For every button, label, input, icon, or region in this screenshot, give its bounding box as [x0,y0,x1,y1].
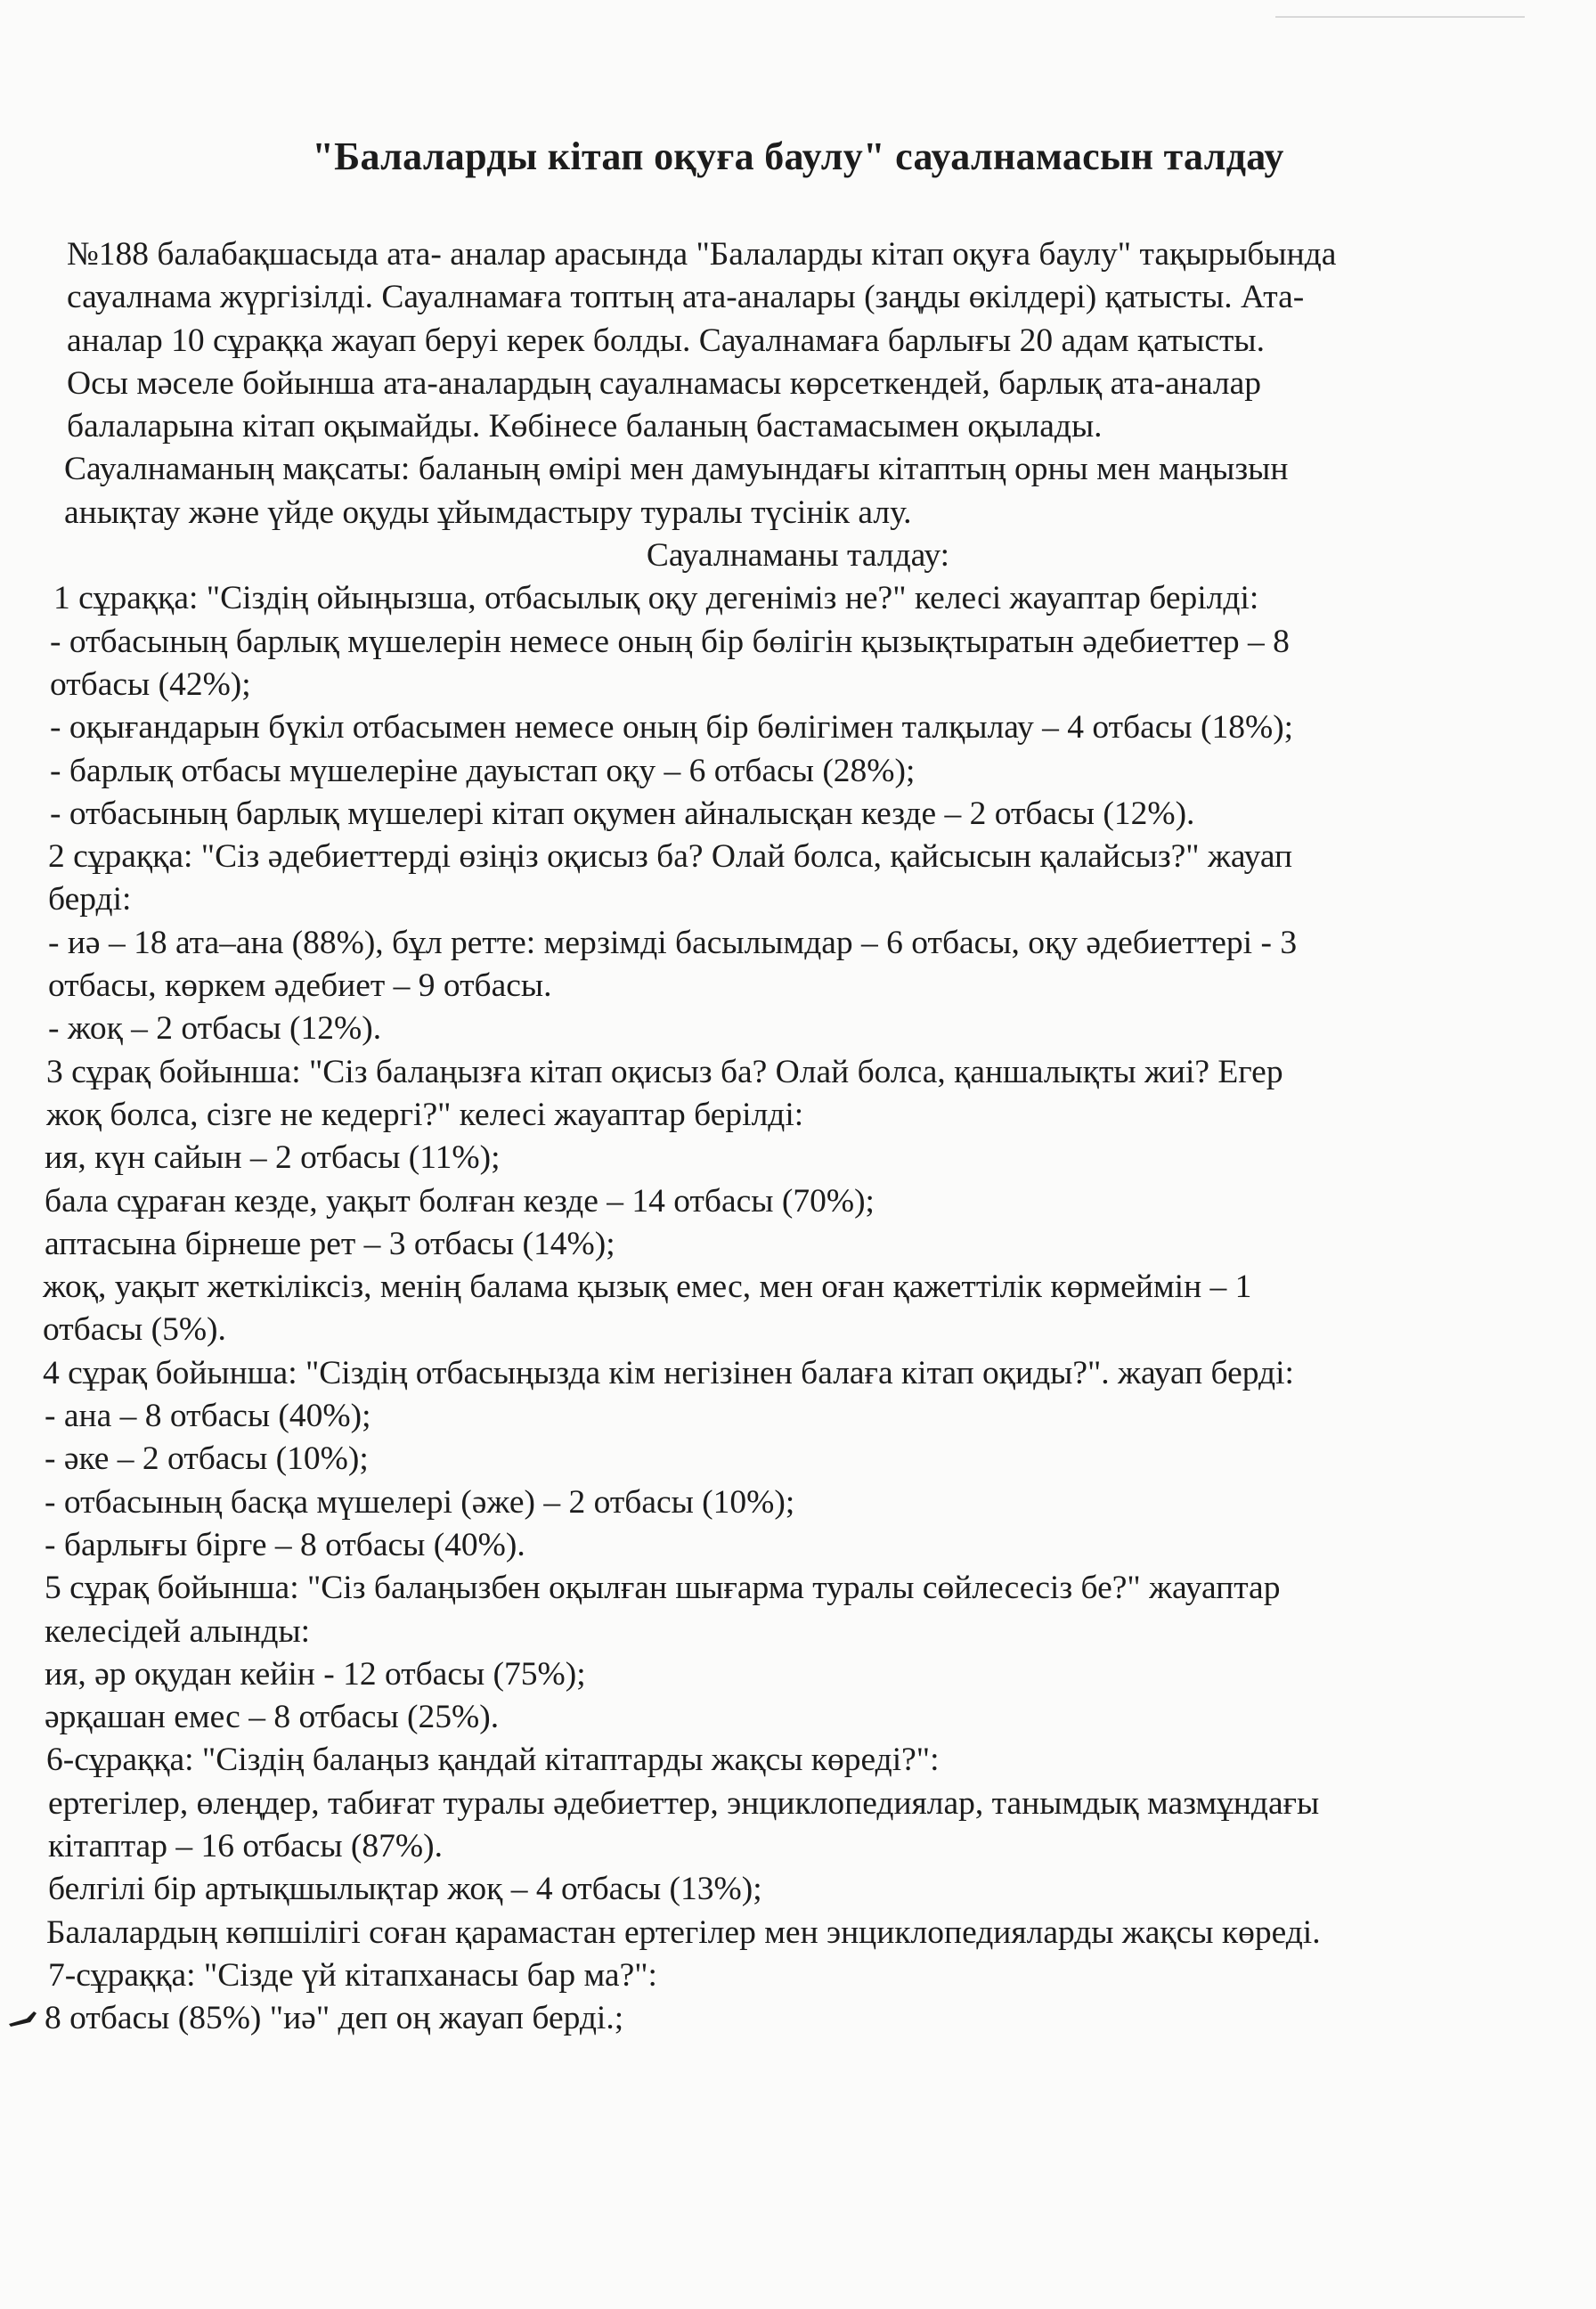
document-title: "Балаларды кітап оқуға баулу" сауалнамасын талдау [312,135,1284,178]
text-line [0,1137,1596,1179]
text-line [0,233,1596,276]
text-line [0,1954,1596,1997]
text-line-content: - барлық отбасы мүшелеріне дауыстап оқу – 6 отбасы (28%); [50,752,916,789]
text-line-content: жоқ, уақыт жеткіліксіз, менің балама қызық емес, мен оған қажеттілік көрмеймін – 1 [43,1269,1252,1306]
text-line [0,664,1596,706]
text-line-content: - отбасының барлық мүшелерін немесе оның бір бөлігін қызықтыратын әдебиеттер – 8 [50,623,1290,660]
pen-mark-icon [7,2008,39,2028]
text-line [0,1524,1596,1567]
text-line [0,363,1596,405]
text-line-content: берді: [48,881,132,918]
text-line-content: белгілі бір артықшылықтар жоқ – 4 отбасы (13%); [48,1871,762,1908]
text-line-content: 3 сұрақ бойынша: "Сіз балаңызға кітап оқисыз ба? Олай болса, қаншалықты жиі? Егер [46,1053,1283,1090]
text-line-content: балаларына кітап оқымайды. Көбінесе баланың бастамасымен оқылады. [67,408,1103,445]
scan-edge-mark [1275,0,1525,18]
text-line [0,922,1596,965]
text-line [0,405,1596,448]
text-line-content: аналар 10 сұраққа жауап беруі керек болды. Сауалнамаға барлығы 20 адам қатысты. [67,322,1266,359]
text-line [0,320,1596,363]
text-line-content: аптасына бірнеше рет – 3 отбасы (14%); [45,1225,615,1262]
text-line-content: №188 балабақшасыда ата- аналар арасында "Балаларды кітап оқуға баулу" тақырыбында [67,236,1337,273]
text-line-content: Сауалнаманы талдау: [646,537,950,575]
text-line-content: - отбасының басқа мүшелері (әже) – 2 отбасы (10%); [45,1483,795,1521]
text-line-content: 6-сұраққа: "Сіздің балаңыз қандай кітаптарды жақсы көреді?": [46,1742,940,1779]
text-line-content: сауалнама жүргізілді. Сауалнамаға топтың ата-аналары (заңды өкілдері) қатысты. Ата- [67,279,1305,316]
text-line-content: - отбасының барлық мүшелері кітап оқумен айналысқан кезде – 2 отбасы (12%). [50,795,1195,832]
text-line-content: жоқ болса, сізге не кедергі?" келесі жауаптар берілді: [46,1096,804,1133]
document-body [0,233,1596,2040]
text-line-content: 7-сұраққа: "Сізде үй кітапханасы бар ма?": [48,1956,657,1994]
text-line [0,1783,1596,1825]
section-heading [0,534,1596,577]
text-line-content: - ана – 8 отбасы (40%); [45,1398,371,1435]
text-line [0,793,1596,836]
text-line-content: анықтау және үйде оқуды ұйымдастыру туралы түсінік алу. [64,494,912,531]
text-line [0,1008,1596,1050]
text-line [0,276,1596,319]
text-line [0,1567,1596,1610]
text-line [0,836,1596,878]
text-line-content: 2 сұраққа: "Сіз әдебиеттерді өзіңіз оқисыз ба? Олай болса, қайсысын қалайсыз?" жауап [48,838,1293,876]
text-line [0,1438,1596,1481]
text-line-content: 5 сұрақ бойынша: "Сіз балаңызбен оқылған шығарма туралы сөйлесесіз бе?" жауаптар [45,1570,1281,1607]
text-line-content: - жоқ – 2 отбасы (12%). [48,1010,382,1048]
text-line [0,492,1596,534]
text-line [0,878,1596,921]
text-line [0,1868,1596,1911]
text-line [0,1051,1596,1094]
text-line [0,1912,1596,1954]
text-line-content: отбасы (5%). [43,1311,226,1349]
text-line-content: ия, әр оқудан кейін - 12 отбасы (75%); [45,1655,586,1693]
text-line-content: 1 сұраққа: "Сіздің ойыңызша, отбасылық оқу дегеніміз не?" келесі жауаптар берілді: [53,580,1259,617]
text-line [0,1997,1596,2040]
text-line [0,1180,1596,1223]
text-line [0,1309,1596,1351]
text-line-content: келесідей алынды: [45,1612,311,1650]
text-line-content: Балалардың көпшілігі соған қарамастан ертегілер мен энциклопедияларды жақсы көреді. [46,1913,1321,1951]
text-line [0,706,1596,749]
text-line [0,1223,1596,1266]
text-line-content: отбасы (42%); [50,665,251,703]
text-line [0,1481,1596,1524]
text-line-content: - әке – 2 отбасы (10%); [45,1440,369,1478]
text-line [0,577,1596,620]
text-line-content: ия, күн сайын – 2 отбасы (11%); [45,1139,501,1177]
text-line [0,1094,1596,1137]
text-line [0,1352,1596,1395]
text-line [0,965,1596,1008]
text-line-content: бала сұраған кезде, уақыт болған кезде – 14 отбасы (70%); [45,1182,875,1220]
text-line-content: 4 сұрақ бойынша: "Сіздің отбасыңызда кім негізінен балаға кітап оқиды?". жауап берді: [43,1354,1294,1391]
text-line [0,1395,1596,1438]
text-line-content: кітаптар – 16 отбасы (87%). [48,1827,443,1864]
text-line-content: Сауалнаманың мақсаты: баланың өмірі мен дамуындағы кітаптың орны мен маңызын [64,451,1289,488]
text-line-content: 8 отбасы (85%) "иә" деп оң жауап берді.; [45,2000,624,2037]
text-line-content: әрқашан емес – 8 отбасы (25%). [45,1699,500,1736]
text-line-content: Осы мәселе бойынша ата-аналардың сауалнамасы көрсеткендей, барлық ата-аналар [67,364,1262,402]
text-line [0,1696,1596,1739]
text-line [0,621,1596,664]
text-line-content: отбасы, көркем әдебиет – 9 отбасы. [48,967,552,1005]
text-line-content: - барлығы бірге – 8 отбасы (40%). [45,1526,525,1563]
text-line-content: ертегілер, өлеңдер, табиғат туралы әдебиеттер, энциклопедиялар, танымдық мазмұндағы [48,1784,1320,1822]
text-line [0,1825,1596,1868]
text-line [0,1739,1596,1782]
text-line [0,448,1596,491]
text-line [0,1266,1596,1309]
text-line [0,1653,1596,1696]
text-line [0,1611,1596,1653]
text-line-content: - иә – 18 ата–ана (88%), бұл ретте: мерзімді басылымдар – 6 отбасы, оқу әдебиеттері - 3 [48,924,1298,961]
text-line-content: - оқығандарын бүкіл отбасымен немесе оның бір бөлігімен талқылау – 4 отбасы (18%); [50,709,1294,747]
text-line [0,750,1596,793]
